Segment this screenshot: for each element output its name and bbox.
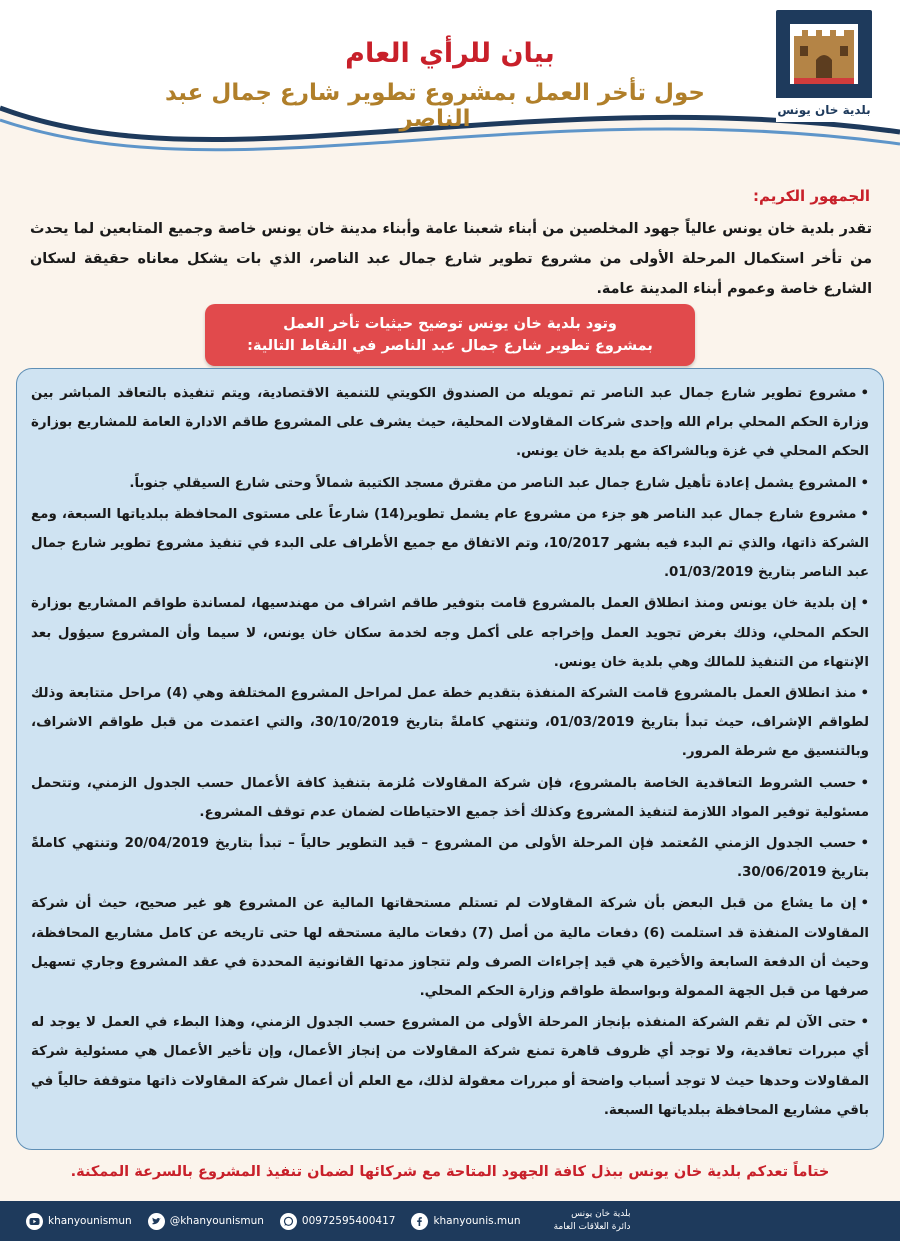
bullet-icon: • xyxy=(860,386,869,401)
point-item xyxy=(31,829,869,887)
footer-bar xyxy=(0,1201,900,1241)
point-item xyxy=(31,1008,869,1125)
header xyxy=(0,0,900,150)
whatsapp-number: 00972595400417 xyxy=(301,1215,396,1227)
point-text: إن بلدية خان يونس ومنذ انطلاق العمل بالمشروع قامت بتوفير طاقم اشراف من مهندسيها، لمساندة طواقم المشاريع بوزارة الحكم المحلي، وذلك بغرض تجويد العمل وإخراجه على أكمل وجه لخدمة سكان خان يونس، لا سيما وأن المشروع سيؤول بعد الإنتهاء من التنفيذ للمالك وهي بلدية خان يونس. xyxy=(31,596,869,670)
page-title: بيان للرأي العام xyxy=(345,38,555,69)
facebook-contact[interactable] xyxy=(411,1213,520,1230)
bullet-icon: • xyxy=(860,506,869,522)
bullet-icon: • xyxy=(860,475,869,491)
castle-emblem-icon xyxy=(782,16,866,98)
point-item xyxy=(31,769,869,827)
audience-greeting: الجمهور الكريم: xyxy=(752,187,870,205)
bullet-icon: • xyxy=(860,836,869,852)
point-text: حتى الآن لم تقم الشركة المنفذه بإنجاز المرحلة الأولى من المشروع حسب الجدول الزمني، وهذا البطء في العمل لا يوجد له أي مبررات تعاقدية، ولا توجد أي ظروف قاهرة تمنع شركة المقاولات من إنجاز الأعمال، وإن تأخير الأعمال هي مسئولية شركة المقاولات وحدها حيث لا توجد أسباب واضحة أو مبررات معقولة لذلك، مع العلم أن أعمال شركة المقاولات ذاتها متوقفة حالياً في باقي مشاريع المحافظة ببلدياتها السبعة. xyxy=(31,1015,869,1118)
bullet-icon: • xyxy=(860,775,869,791)
twitter-contact[interactable] xyxy=(148,1213,264,1230)
footer-municipality: بلدية خان يونس xyxy=(571,1209,631,1219)
facebook-handle: khanyounis.mun xyxy=(433,1215,521,1227)
youtube-contact[interactable] xyxy=(26,1213,132,1230)
facebook-icon xyxy=(411,1213,428,1230)
point-item xyxy=(31,469,869,498)
youtube-handle: khanyounismun xyxy=(48,1215,132,1227)
point-text: المشروع يشمل إعادة تأهيل شارع جمال عبد الناصر من مفترق مسجد الكتيبة شمالاً وحتى شارع السيقلي جنوباً. xyxy=(129,475,857,491)
point-text: حسب الجدول الزمني المُعتمد فإن المرحلة الأولى من المشروع – قيد التطوير حالياً – تبدأ بتاريخ 20/04/2019 وتنتهي كاملةً بتاريخ 30/06/2019. xyxy=(31,836,869,881)
point-item xyxy=(31,379,869,467)
point-text: حسب الشروط التعاقدية الخاصة بالمشروع، فإن شركة المقاولات مُلزمة بتنفيذ كافة الأعمال حسب الجدول الزمني، وتتحمل مسئولية توفير المواد اللازمة لتنفيذ المشروع وكذلك أخذ جميع الاحتياطات لضمان عدم توقف المشروع. xyxy=(31,775,869,820)
banner-line-1: وتود بلدية خان يونس توضيح حيثيات تأخر العمل xyxy=(283,316,617,332)
municipality-logo xyxy=(776,10,872,122)
banner-line-2: بمشروع تطوير شارع جمال عبد الناصر في النقاط التالية: xyxy=(247,338,653,354)
whatsapp-icon xyxy=(280,1213,297,1230)
point-text: مشروع شارع جمال عبد الناصر هو جزء من مشروع عام يشمل تطوير(14) شارعاً على مستوى المحافظة ببلدياتها السبعة، ومع الشركة ذاتها، والذي تم البدء فيه بشهر 10/2017، وتم الاتفاق مع جميع الأطراف على البدء في تنفيذ مشروع تطوير شارع جمال عبد الناصر بتاريخ 01/03/2019. xyxy=(31,506,869,581)
youtube-icon xyxy=(26,1213,43,1230)
bullet-icon: • xyxy=(860,596,869,612)
bullet-icon: • xyxy=(860,1015,869,1031)
point-text: إن ما يشاع من قبل البعض بأن شركة المقاولات لم تستلم مستحقاتها المالية عن المشروع هو غير صحيح، حيث أن شركة المقاولات المنفذة قد استلمت (6) دفعات مالية من أصل (7) دفعات مالية مستحقه لها حتى تاريخه عن كامل مشاريع المحافظة، وحيث أن الدفعة السابعة والأخيرة هي قيد إجراءات الصرف ولم تتجاوز مدتها القانونية المحددة في عقد المشروع وجاري تسهيل صرفها من قبل الجهة الممولة وبواسطة طواقم وزارة الحكم المحلي. xyxy=(31,896,869,1000)
point-text: مشروع تطوير شارع جمال عبد الناصر تم تمويله من الصندوق الكويتي للتنمية الاقتصادية، ويتم تنفيذه بالتعاقد المباشر بين وزارة الحكم المحلي برام الله وإحدى شركات المقاولات المحلية، حيث يشرف على المشروع طاقم الادارة العامة للمشاريع بوزارة الحكم المحلي في غزة وبالشراكة مع بلدية خان يونس. xyxy=(31,386,869,460)
footer-department-name: دائرة العلاقات العامة xyxy=(553,1222,631,1232)
twitter-handle: @khanyounismun xyxy=(169,1215,264,1227)
footer-department xyxy=(520,1208,630,1234)
whatsapp-contact[interactable] xyxy=(280,1213,396,1230)
point-item xyxy=(31,889,869,1006)
point-item xyxy=(31,589,869,677)
page-subtitle: حول تأخر العمل بمشروع تطوير شارع جمال عبد الناصر xyxy=(165,80,705,132)
intro-paragraph: تقدر بلدية خان يونس عالياً جهود المخلصين من أبناء شعبنا عامة وأبناء مدينة خان يونس خاصة وجميع المتابعين لما يحدث من تأخر استكمال المرحلة الأولى من مشروع تطوير شارع جمال عبد الناصر، الذي بات يشكل معاناه حقيقة لسكان الشارع خاصة وعموم أبناء المدينة عامة. xyxy=(30,221,872,297)
point-text: منذ انطلاق العمل بالمشروع قامت الشركة المنفذة بتقديم خطة عمل لمراحل المشروع المختلفة وهي (4) مراحل متتابعة وذلك لطواقم الإشراف، حيث تبدأ بتاريخ 01/03/2019، وتنتهي كاملةً بتاريخ 30/10/2019، والتي اعتمدت من قبل طواقم الاشراف، وبالتنسيق مع شرطة المرور. xyxy=(31,686,869,760)
point-item xyxy=(31,679,869,767)
closing-statement: ختاماً تعدكم بلدية خان يونس ببذل كافة الجهود المتاحة مع شركائها لضمان تنفيذ المشروع بالسرعة الممكنة. xyxy=(70,1164,830,1180)
points-banner xyxy=(205,304,695,366)
bullet-icon: • xyxy=(860,896,869,912)
logo-caption: بلدية خان يونس xyxy=(776,98,872,122)
twitter-icon xyxy=(148,1213,165,1230)
bullet-icon: • xyxy=(860,686,869,702)
points-box xyxy=(16,368,884,1150)
point-item xyxy=(31,500,869,588)
